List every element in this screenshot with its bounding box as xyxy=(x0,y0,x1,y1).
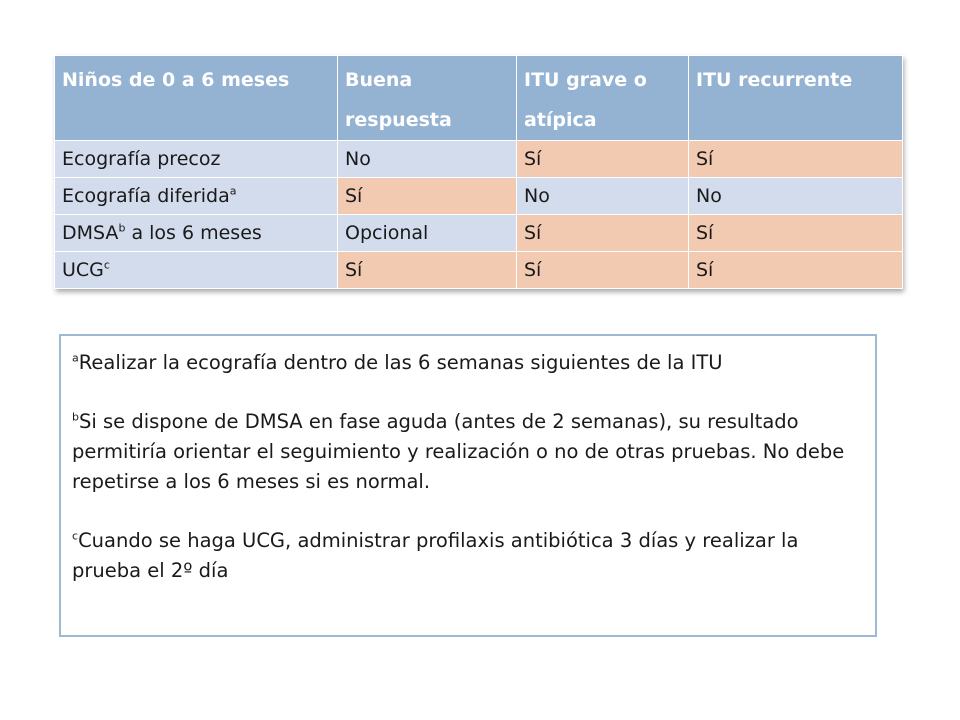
table-row-dmsa xyxy=(55,215,903,252)
row-label-suffix: a los 6 meses xyxy=(125,222,262,244)
cell-recurrent: Sí xyxy=(689,252,903,289)
cell-good-response: Sí xyxy=(338,178,517,215)
footnotes-box xyxy=(59,334,877,637)
cell-severe-atypical: Sí xyxy=(517,215,689,252)
cell-severe-atypical: No xyxy=(517,178,689,215)
footnote-text: Realizar la ecografía dentro de las 6 semanas siguientes de la ITU xyxy=(78,351,723,374)
footnote-text: Cuando se haga UCG, administrar profilaxis antibiótica 3 días y realizar la prueba el 2º día xyxy=(72,529,799,582)
footnote-marker: c xyxy=(72,529,79,543)
footnote-marker: c xyxy=(103,258,110,272)
row-label-text: DMSA xyxy=(62,222,119,244)
cell-severe-atypical: Sí xyxy=(517,252,689,289)
footnote-b xyxy=(72,407,865,497)
row-label-text: UCG xyxy=(62,259,104,281)
footnote-marker: a xyxy=(72,351,79,365)
cell-recurrent: Sí xyxy=(689,215,903,252)
header-good-response: Buena respuesta xyxy=(338,56,517,141)
footnote-marker: a xyxy=(229,184,237,198)
footnote-marker: b xyxy=(118,221,126,235)
table-row-deferred-ultrasound xyxy=(55,178,903,215)
cell-recurrent: Sí xyxy=(689,141,903,178)
row-label xyxy=(55,141,338,178)
header-age-group: Niños de 0 a 6 meses xyxy=(55,56,338,141)
header-recurrent: ITU recurrente xyxy=(689,56,903,141)
row-label-text: Ecografía diferida xyxy=(62,185,230,207)
cell-recurrent: No xyxy=(689,178,903,215)
row-label xyxy=(55,178,338,215)
footnote-a xyxy=(72,348,865,378)
cell-severe-atypical: Sí xyxy=(517,141,689,178)
recommendations-table-wrapper xyxy=(54,55,902,289)
footnote-marker: b xyxy=(72,410,79,424)
row-label-text: Ecografía precoz xyxy=(62,148,221,170)
table-row-ucg xyxy=(55,252,903,289)
recommendations-table xyxy=(54,55,903,289)
table-row-early-ultrasound xyxy=(55,141,903,178)
cell-good-response: Sí xyxy=(338,252,517,289)
footnote-c xyxy=(72,526,865,586)
table-header-row xyxy=(55,56,903,141)
cell-good-response: No xyxy=(338,141,517,178)
cell-good-response: Opcional xyxy=(338,215,517,252)
row-label xyxy=(55,252,338,289)
header-severe-atypical: ITU grave o atípica xyxy=(517,56,689,141)
row-label xyxy=(55,215,338,252)
footnote-text: Si se dispone de DMSA en fase aguda (antes de 2 semanas), su resultado permitiría orientar el seguimiento y realización o no de otras pruebas. No debe repetirse a los 6 meses si es normal. xyxy=(72,410,845,493)
